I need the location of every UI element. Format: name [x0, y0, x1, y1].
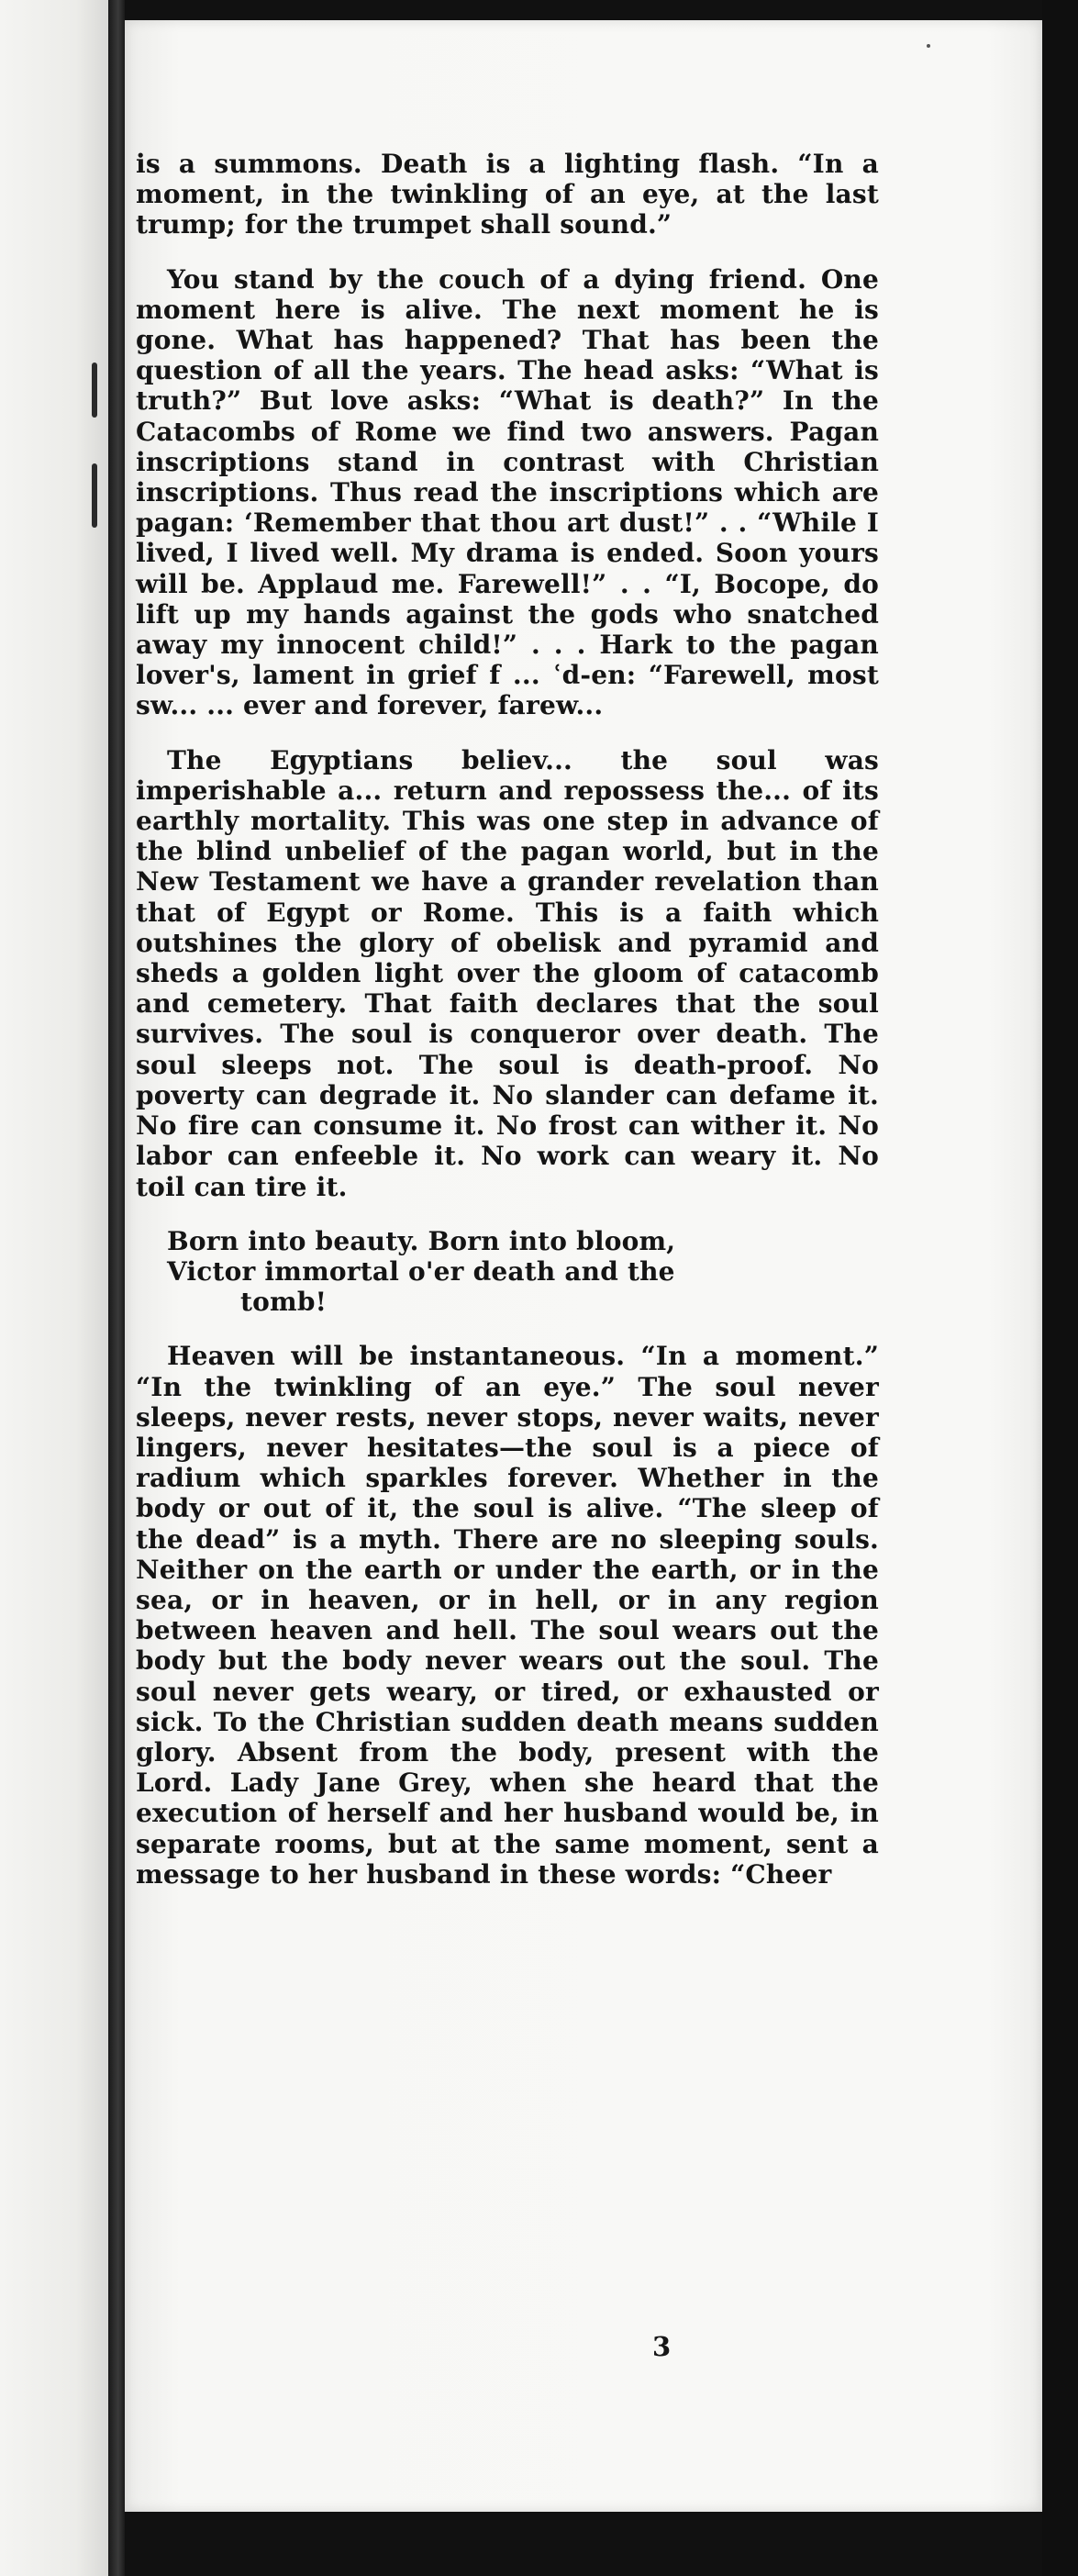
- verse-line-3: tomb!: [240, 1287, 328, 1318]
- edge-mark: [92, 362, 97, 418]
- paragraph-heaven: Heaven will be instantaneous. “In a moment.” “In the twinkling of an eye.” The soul never sleeps, never rests, never stops, never waits, never lingers, never hesitates—the soul is a piece of radium which sparkles forever. Whether in the body or out of it, the soul is alive. “The sleep of the dead” is a myth. There are no sleeping souls. Neither on the earth or under the earth, or in the sea, or in heaven, or in hell, or in any region between heaven and hell. The soul wears out the body but the body never wears out the soul. The soul never gets weary, or tired, or exhausted or sick. To the Christian sudden death means sudden glory. Absent from the body, present with the Lord. Lady Jane Grey, when she heard that the execution of herself and her husband would be, in separate rooms, but at the same moment, sent a message to her husband in these words: “Cheer: [136, 1341, 879, 1890]
- verse-line-2: Victor immortal o'er death and the: [167, 1255, 675, 1287]
- paragraph-catacombs: You stand by the couch of a dying friend. One moment here is alive. The next moment he is gone. What has happened? That has been the question of all the years. The head asks: “What is truth?” But love asks: “What is death?” In the Catacombs of Rome we find two answers. Pagan inscriptions stand in contrast with Christian inscriptions. Thus read the inscriptions which are pagan: ‘Remember that thou art dust!” . . “While I lived, I lived well. My drama is ended. Soon yours will be. Applaud me. Farewell!” . . “I, Bocope, do lift up my hands against the gods who snatched away my innocent child!” . . . Hark to the pagan lover's, lament in grief f ... ʿd-en: “Farewell, most sw... ... ever and forever, farew...: [136, 263, 879, 721]
- dust-speck: [927, 44, 930, 48]
- verse-line-1: Born into beauty. Born into bloom,: [167, 1225, 676, 1256]
- scan-right-edge: [1042, 0, 1078, 2576]
- page-gutter: [108, 0, 125, 2576]
- edge-mark: [92, 463, 97, 528]
- verse-quote: [136, 1226, 879, 1318]
- previous-page-edge: [0, 0, 108, 2576]
- paragraph-egyptians: The Egyptians believ... the soul was imperishable a... return and repossess the... of its earthly mortality. This was one step in advance of the blind unbelief of the pagan world, but in the New Testament we have a grander revelation than that of Egypt or Rome. This is a faith which outshines the glory of obelisk and pyramid and sheds a golden light over the gloom of catacomb and cemetery. That faith declares that the soul survives. The soul is conqueror over death. The soul sleeps not. The soul is death-proof. No poverty can degrade it. No slander can defame it. No fire can consume it. No frost can wither it. No labor can enfeeble it. No work can weary it. No toil can tire it.: [136, 744, 879, 1202]
- paragraph-continuation: is a summons. Death is a lighting flash. “In a moment, in the twinkling of an eye, at the last trump; for the trumpet shall sound.”: [136, 149, 879, 240]
- page-number: 3: [652, 2331, 672, 2362]
- article-body: [136, 149, 879, 1890]
